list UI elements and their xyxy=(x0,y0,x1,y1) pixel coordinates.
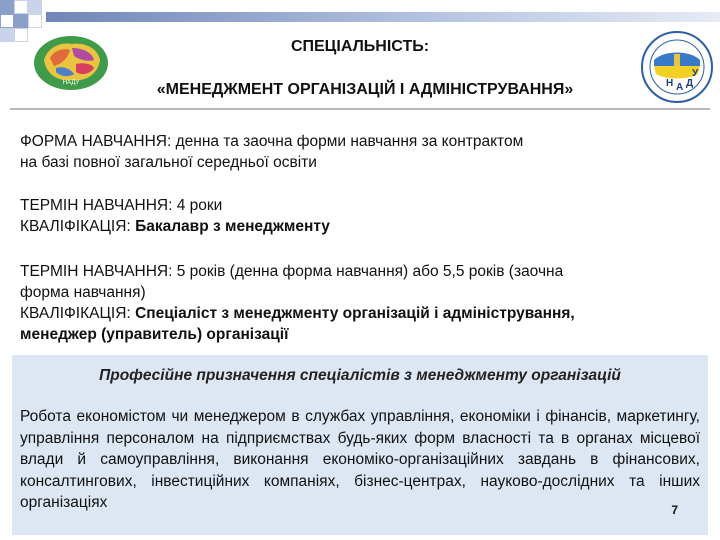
corner-decoration xyxy=(28,0,42,14)
qualification-value: Бакалавр з менеджменту xyxy=(135,218,330,235)
corner-decoration xyxy=(14,0,28,14)
specialty-name: «МЕНЕДЖМЕНТ ОРГАНІЗАЦІЙ І АДМІНІСТРУВАННЯ» xyxy=(156,81,574,98)
corner-decoration xyxy=(28,14,42,28)
purpose-text: Робота економістом чи менеджером в службах управління, економіки і фінансів, маркетингу, управління персоналом на підприємствах будь-яких форм власності та в органах місцевої влади й самоуправління, виконання економіко-організаційних завдань в фінансових, консалтингових, інвестиційних компаніях, бізнес-центрах, науково-дослідних та інших організаціях xyxy=(20,408,700,511)
study-form-section xyxy=(20,131,700,173)
study-form-value-cont: на базі повної загальної середньої освіти xyxy=(20,154,317,171)
divider-line xyxy=(10,108,710,110)
qualification-line xyxy=(20,216,700,237)
qualification-line xyxy=(20,303,700,324)
study-form-value: денна та заочна форми навчання за контрактом xyxy=(175,133,524,150)
svg-text:У: У xyxy=(692,68,699,79)
term-value-cont: форма навчання) xyxy=(20,284,146,301)
term-value: 4 роки xyxy=(176,197,223,214)
corner-decoration xyxy=(14,14,28,28)
top-accent-bar xyxy=(46,12,720,22)
svg-text:Н: Н xyxy=(666,78,674,89)
term-label: ТЕРМІН НАВЧАННЯ: xyxy=(20,197,173,214)
corner-decoration xyxy=(0,0,14,14)
svg-text:А: А xyxy=(676,82,684,93)
corner-decoration xyxy=(0,14,14,28)
study-form-label: ФОРМА НАВЧАННЯ: xyxy=(20,133,172,150)
qualification-value: Спеціаліст з менеджменту організацій і адміністрування, xyxy=(135,305,575,322)
svg-text:НАДУ: НАДУ xyxy=(62,80,80,86)
study-form-line xyxy=(20,131,700,152)
term-value: 5 років (денна форма навчання) або 5,5 років (заочна xyxy=(176,263,564,280)
purpose-title: Професійне призначення спеціалістів з менеджменту організацій xyxy=(99,367,621,384)
page-number: 7 xyxy=(671,503,678,517)
bachelor-program-section xyxy=(20,195,700,237)
term-line xyxy=(20,261,700,282)
term-line xyxy=(20,195,700,216)
svg-text:Д: Д xyxy=(686,78,694,89)
qualification-label: КВАЛІФІКАЦІЯ: xyxy=(20,218,131,235)
professional-purpose-box xyxy=(12,355,708,535)
specialty-label: СПЕЦІАЛЬНІСТЬ: xyxy=(290,38,430,55)
term-label: ТЕРМІН НАВЧАННЯ: xyxy=(20,263,173,280)
qualification-label: КВАЛІФІКАЦІЯ: xyxy=(20,305,131,322)
qualification-value-cont: менеджер (управитель) організації xyxy=(20,326,289,343)
specialist-program-section xyxy=(20,261,700,345)
